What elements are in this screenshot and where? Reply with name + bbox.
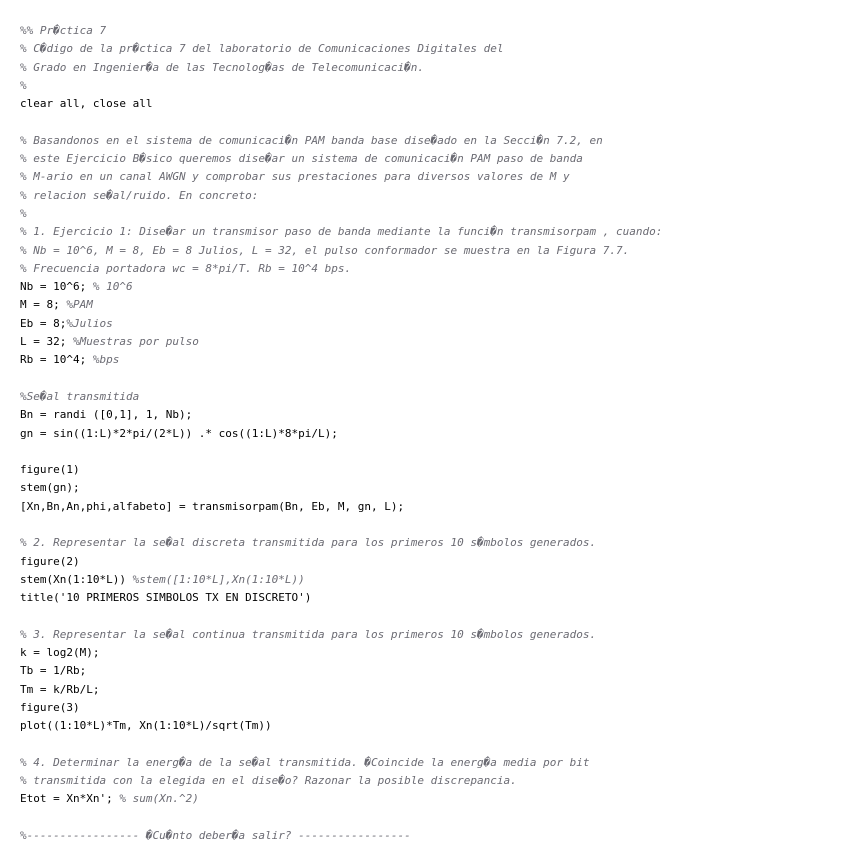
- code-line: [20, 113, 840, 131]
- code-comment: % Basandonos en el sistema de comunicaci�n PAM banda base dise�ado en la Secci�n 7.2, en: [20, 133, 603, 147]
- code-statement: clear all, close all: [20, 97, 153, 111]
- code-comment: % Grado en Ingenier�a de las Tecnolog�as de Telecomunicaci�n.: [20, 60, 424, 74]
- code-line: [20, 534, 840, 552]
- code-line: [20, 260, 840, 278]
- code-statement: title('10 PRIMEROS SIMBOLOS TX EN DISCRETO'): [20, 591, 312, 605]
- code-statement: Tm = k/Rb/L;: [20, 682, 100, 696]
- code-line: [20, 516, 840, 534]
- code-comment: % transmitida con la elegida en el dise�o? Razonar la posible discrepancia.: [20, 774, 517, 788]
- code-comment: %: [20, 78, 27, 92]
- code-comment: %: [20, 206, 27, 220]
- code-comment: %bps: [92, 353, 120, 367]
- code-line: [20, 77, 840, 95]
- code-statement: Nb = 10^6;: [20, 280, 93, 294]
- code-statement: figure(1): [20, 463, 80, 477]
- code-comment: % 3. Representar la se�al continua transmitida para los primeros 10 s�mbolos generados.: [20, 627, 597, 641]
- code-line: [20, 388, 840, 406]
- code-line: [20, 608, 840, 626]
- code-line: [20, 772, 840, 790]
- code-comment: % Nb = 10^6, M = 8, Eb = 8 Julios, L = 32, el pulso conformador se muestra en la Figura 7.7.: [20, 243, 630, 257]
- code-line: [20, 351, 840, 369]
- code-line: [20, 150, 840, 168]
- code-statement: M = 8;: [20, 298, 67, 312]
- code-statement: k = log2(M);: [20, 646, 100, 660]
- code-line: [20, 736, 840, 754]
- code-statement: stem(gn);: [20, 481, 80, 495]
- code-line: [20, 40, 840, 58]
- code-comment: % sum(Xn.^2): [119, 792, 199, 806]
- code-statement: stem(Xn(1:10*L)): [20, 572, 133, 586]
- code-listing: [20, 22, 840, 845]
- code-statement: Etot = Xn*Xn';: [20, 792, 120, 806]
- code-comment: %Muestras por pulso: [72, 335, 199, 349]
- code-line: [20, 827, 840, 845]
- code-line: [20, 296, 840, 314]
- code-line: [20, 187, 840, 205]
- code-comment: %----------------- �Cu�nto deber�a salir? -----------------: [20, 829, 411, 843]
- code-line: [20, 168, 840, 186]
- code-statement: gn = sin((1:L)*2*pi/(2*L)) .* cos((1:L)*8*pi/L);: [20, 426, 338, 440]
- code-line: [20, 315, 840, 333]
- code-statement: figure(3): [20, 700, 80, 714]
- code-line: [20, 59, 840, 77]
- code-line: [20, 589, 840, 607]
- code-statement: Bn = randi ([0,1], 1, Nb);: [20, 408, 193, 422]
- code-comment: % 4. Determinar la energ�a de la se�al transmitida. �Coincide la energ�a media por bit: [20, 755, 590, 769]
- code-line: [20, 699, 840, 717]
- code-line: [20, 662, 840, 680]
- code-comment: %stem([1:10*L],Xn(1:10*L)): [132, 572, 305, 586]
- code-statement: L = 32;: [20, 335, 73, 349]
- code-line: [20, 95, 840, 113]
- code-statement: Eb = 8;: [20, 316, 67, 330]
- code-statement: figure(2): [20, 554, 80, 568]
- code-comment: % 10^6: [92, 280, 133, 294]
- code-comment: %Se�al transmitida: [20, 389, 140, 403]
- code-line: [20, 681, 840, 699]
- code-comment: % 1. Ejercicio 1: Dise�ar un transmisor paso de banda mediante la funci�n transmisorpam , cuando:: [20, 225, 663, 239]
- code-line: [20, 790, 840, 808]
- code-statement: [Xn,Bn,An,phi,alfabeto] = transmisorpam(Bn, Eb, M, gn, L);: [20, 499, 405, 513]
- code-statement: Rb = 10^4;: [20, 353, 93, 367]
- code-statement: plot((1:10*L)*Tm, Xn(1:10*L)/sqrt(Tm)): [20, 719, 272, 733]
- code-line: [20, 717, 840, 735]
- code-comment: % Frecuencia portadora wc = 8*pi/T. Rb = 10^4 bps.: [20, 261, 352, 275]
- code-line: [20, 809, 840, 827]
- code-line: [20, 406, 840, 424]
- code-line: [20, 553, 840, 571]
- code-line: [20, 223, 840, 241]
- code-line: [20, 443, 840, 461]
- code-line: [20, 754, 840, 772]
- code-comment: % C�digo de la pr�ctica 7 del laboratorio de Comunicaciones Digitales del: [20, 42, 504, 56]
- code-statement: Tb = 1/Rb;: [20, 664, 87, 678]
- code-line: [20, 22, 840, 40]
- code-line: [20, 205, 840, 223]
- code-comment: % 2. Representar la se�al discreta transmitida para los primeros 10 s�mbolos generados.: [20, 536, 597, 550]
- code-comment: % este Ejercicio B�sico queremos dise�ar un sistema de comunicaci�n PAM paso de banda: [20, 152, 583, 166]
- code-line: [20, 242, 840, 260]
- code-line: [20, 626, 840, 644]
- code-comment: %PAM: [66, 298, 93, 312]
- code-line: [20, 644, 840, 662]
- code-comment: %Julios: [66, 316, 113, 330]
- code-comment: % relacion se�al/ruido. En concreto:: [20, 188, 259, 202]
- code-line: [20, 461, 840, 479]
- code-comment: % M-ario en un canal AWGN y comprobar sus prestaciones para diversos valores de M y: [20, 170, 570, 184]
- code-line: [20, 498, 840, 516]
- code-line: [20, 479, 840, 497]
- code-line: [20, 571, 840, 589]
- code-line: [20, 370, 840, 388]
- code-line: [20, 278, 840, 296]
- code-line: [20, 425, 840, 443]
- code-line: [20, 132, 840, 150]
- code-line: [20, 333, 840, 351]
- code-comment: %% Pr�ctica 7: [20, 24, 107, 37]
